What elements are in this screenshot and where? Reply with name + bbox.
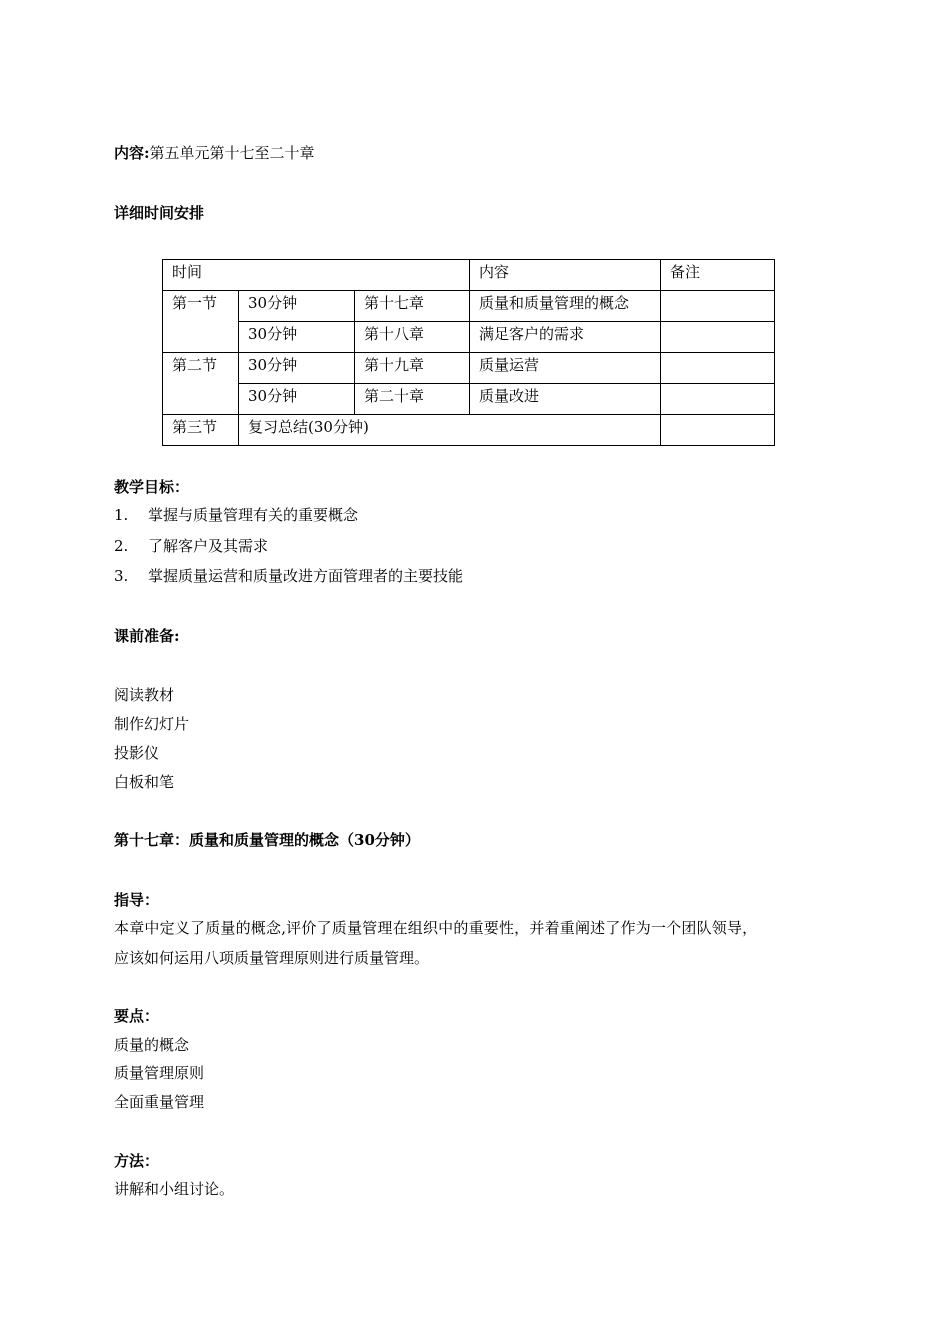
list-item: 阅读教材 — [114, 686, 175, 704]
list-item: 质量的概念 — [114, 1036, 190, 1054]
table-row — [163, 415, 775, 446]
table-header-row — [163, 260, 775, 291]
note-cell — [661, 353, 775, 384]
table-row — [163, 322, 775, 353]
note-cell — [661, 322, 775, 353]
list-item: 投影仪 — [114, 744, 160, 762]
list-number: 2. — [114, 537, 129, 555]
table-row — [163, 384, 775, 415]
topic-cell: 质量和质量管理的概念 — [470, 291, 661, 322]
schedule-heading: 详细时间安排 — [114, 204, 205, 222]
header-notes: 备注 — [661, 260, 775, 291]
key-points-heading: 要点： — [114, 1007, 160, 1025]
guide-paragraph-line: 应该如何运用八项质量管理原则进行质量管理。 — [114, 949, 430, 967]
topic-cell: 满足客户的需求 — [470, 322, 661, 353]
topic-cell: 质量改进 — [470, 384, 661, 415]
note-cell — [661, 415, 775, 446]
review-cell: 复习总结(30分钟) — [239, 415, 661, 446]
section-cell: 第三节 — [163, 415, 239, 446]
list-item — [114, 566, 463, 586]
section-cell: 第一节 — [163, 291, 239, 353]
list-text: 掌握质量运营和质量改进方面管理者的主要技能 — [148, 567, 464, 585]
list-number: 1. — [114, 506, 129, 524]
list-text: 掌握与质量管理有关的重要概念 — [148, 506, 359, 524]
content-value: 第五单元第十七至二十章 — [149, 144, 315, 162]
list-item: 制作幻灯片 — [114, 715, 190, 733]
schedule-table — [162, 259, 775, 446]
duration-cell: 30分钟 — [239, 291, 355, 322]
chapter-cell: 第十七章 — [355, 291, 470, 322]
duration-cell: 30分钟 — [239, 322, 355, 353]
chapter-cell: 第二十章 — [355, 384, 470, 415]
list-item: 质量管理原则 — [114, 1064, 205, 1082]
table-row — [163, 291, 775, 322]
list-number: 3. — [114, 567, 129, 585]
objectives-heading: 教学目标： — [114, 478, 190, 496]
chapter-cell: 第十九章 — [355, 353, 470, 384]
note-cell — [661, 291, 775, 322]
header-content: 内容 — [470, 260, 661, 291]
list-text: 了解客户及其需求 — [148, 537, 269, 555]
guide-heading: 指导： — [114, 891, 160, 909]
duration-cell: 30分钟 — [239, 384, 355, 415]
note-cell — [661, 384, 775, 415]
chapter-cell: 第十八章 — [355, 322, 470, 353]
chapter-title: 第十七章：质量和质量管理的概念（30分钟） — [114, 831, 420, 849]
list-item — [114, 505, 358, 525]
table-row — [163, 353, 775, 384]
topic-cell: 质量运营 — [470, 353, 661, 384]
duration-cell: 30分钟 — [239, 353, 355, 384]
guide-paragraph-line: 本章中定义了质量的概念,评价了质量管理在组织中的重要性，并着重阐述了作为一个团队领导， — [114, 919, 758, 937]
header-time: 时间 — [163, 260, 470, 291]
preparation-heading: 课前准备: — [114, 627, 180, 645]
list-item: 全面重量管理 — [114, 1093, 205, 1111]
method-text: 讲解和小组讨论。 — [114, 1180, 235, 1198]
list-item: 白板和笔 — [114, 773, 175, 791]
content-line — [114, 143, 315, 163]
content-label: 内容: — [114, 144, 150, 162]
list-item — [114, 536, 268, 556]
method-heading: 方法： — [114, 1152, 160, 1170]
section-cell: 第二节 — [163, 353, 239, 415]
